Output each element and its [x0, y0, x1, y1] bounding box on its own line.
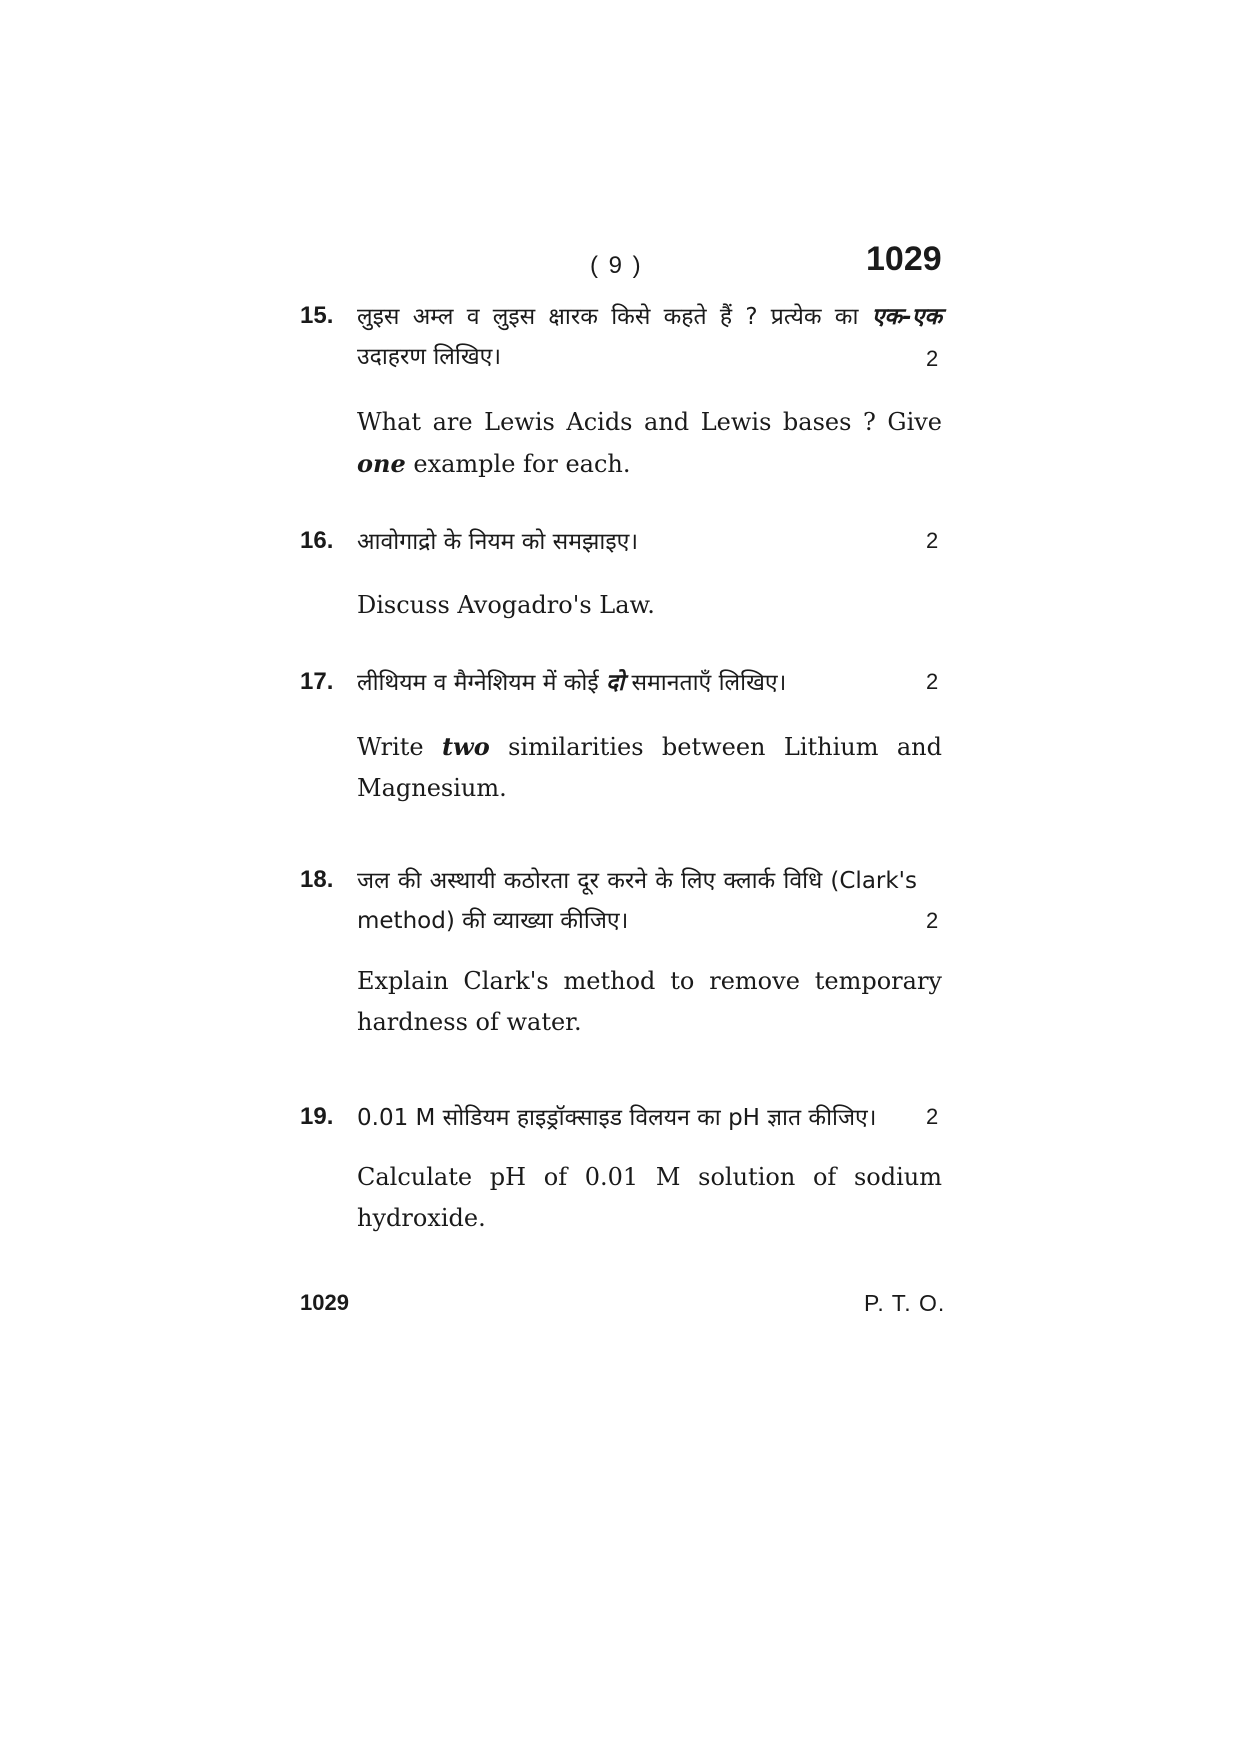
emphasis-text: दो: [605, 670, 625, 696]
question-text: Write: [357, 733, 442, 761]
question-text: What are Lewis Acids and Lewis bases ? Give: [357, 408, 942, 436]
emphasis-text: one: [357, 449, 406, 478]
marks: 2: [926, 908, 939, 933]
question-number: 17.: [300, 668, 334, 695]
question-number: 15.: [300, 302, 334, 329]
question-text: उदाहरण लिखिए।: [357, 344, 502, 370]
marks: 2: [926, 346, 939, 371]
emphasis-text: एक-एक: [871, 304, 942, 330]
marks: 2: [926, 528, 939, 553]
question-english: Calculate pH of 0.01 M solution of sodium hydroxide.: [357, 1163, 942, 1232]
pto-label: P. T. O.: [864, 1290, 946, 1316]
question-hindi: जल की अस्थायी कठोरता दूर करने के लिए क्लार्क विधि (Clark's method) की व्याख्या कीजिए।: [357, 868, 917, 934]
question-number: 18.: [300, 866, 334, 893]
question-text: लीथियम व मैग्नेशियम में कोई: [357, 670, 606, 696]
paper-code: 1029: [866, 240, 942, 278]
question-english: [357, 402, 942, 485]
question-hindi: [357, 297, 942, 377]
question-number: 16.: [300, 527, 334, 554]
question-text: समानताएँ लिखिए।: [624, 670, 787, 696]
question-hindi: आवोगाद्रो के नियम को समझाइए।: [357, 529, 639, 555]
question-number: 19.: [300, 1103, 334, 1130]
page-number: ( 9 ): [590, 252, 643, 279]
emphasis-text: two: [441, 732, 490, 761]
question-hindi: [357, 663, 942, 703]
footer-paper-code: 1029: [300, 1290, 349, 1315]
marks: 2: [926, 1104, 939, 1129]
question-english: Discuss Avogadro's Law.: [357, 591, 655, 619]
question-text: लुइस अम्ल व लुइस क्षारक किसे कहते हैं ? प्रत्येक का: [357, 304, 872, 330]
question-text: similarities between Lithium and Magnesium.: [357, 733, 942, 802]
question-english: [357, 726, 942, 809]
marks: 2: [926, 669, 939, 694]
question-hindi: 0.01 M सोडियम हाइड्रॉक्साइड विलयन का pH ज्ञात कीजिए।: [357, 1105, 877, 1131]
question-english: Explain Clark's method to remove temporary hardness of water.: [357, 967, 942, 1036]
question-text: example for each.: [405, 450, 631, 478]
